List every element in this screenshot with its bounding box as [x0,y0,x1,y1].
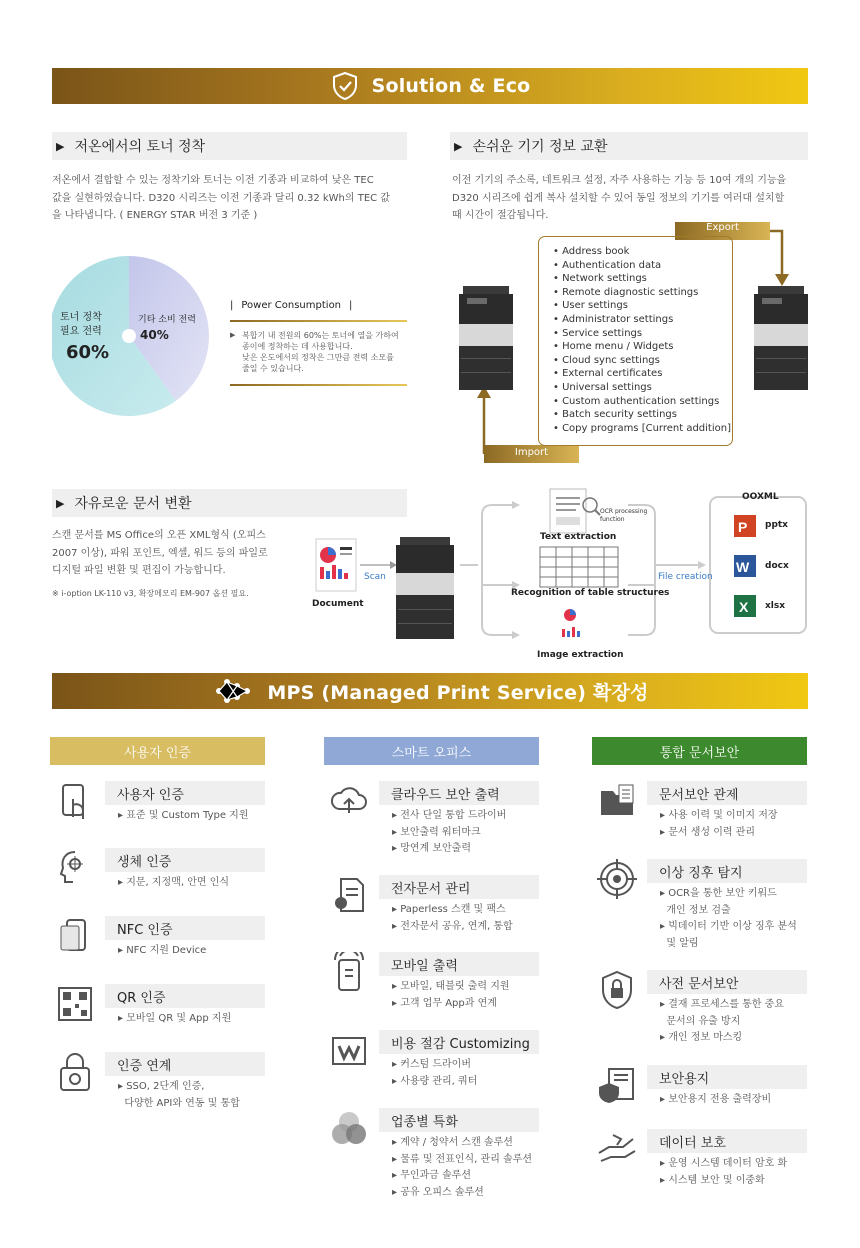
pie-big-label-line: 토너 정착 [60,312,102,323]
doc-gear-icon [329,875,369,915]
target-icon [597,859,637,899]
power-text-line: 복합기 내 전원의 60%는 토너에 열을 가하여 [242,331,399,340]
feature-sub-line: ▸ 운영 시스템 데이터 암호 화 [660,1158,788,1169]
toner-heading [52,132,407,160]
gold-divider [230,384,407,386]
device-info-heading [450,132,808,160]
scan-label: Scan [364,572,386,582]
feature-sub-line: ▸ 표준 및 Custom Type 지원 [118,810,249,821]
conversion-heading-text: 자유로운 문서 변환 [74,496,192,512]
settings-list [538,236,733,446]
conversion-note: ※ i-option LK-110 v3, 확장메모리 EM-907 옵션 필요. [52,589,249,598]
touch-icon [55,781,95,821]
feature-title: 인증 연계 [105,1052,265,1076]
toner-body-line: 값을 실현하였습니다. D320 시리즈는 이전 기종과 달리 0.32 kWh의 TEC 값 [52,192,390,204]
docx-label: docx [765,561,789,571]
feature-sub-line: ▸ 문서 생성 이력 관리 [660,826,756,838]
power-title: | Power Consumption | [230,300,353,311]
feature-subs [118,808,265,825]
settings-item: • Custom authentication settings [553,395,720,407]
feature-sub-line: ▸ 사용량 관리, 쿼터 [392,1075,478,1087]
cloud-icon [329,781,369,821]
feature-sub-line: ▸ 전사 단일 통합 드라이버 [392,810,507,821]
feature-subs [392,1135,539,1201]
ocr-label-line: OCR processing [600,508,648,515]
conversion-body-line: 2007 이상), 파워 포인트, 엑셀, 워드 등의 파일로 [52,547,268,559]
feature-subs [118,1079,265,1112]
power-text [230,330,399,374]
feature-subs [392,979,539,1012]
settings-item: • User settings [553,300,628,312]
settings-item: • Copy programs [Current addition] [553,422,731,434]
pptx-icon [734,515,756,537]
shield-check-icon [330,71,360,101]
pie-small-label: 기타 소비 전력 [138,315,196,325]
toner-heading-text: 저온에서의 토너 정착 [74,139,206,155]
image-extraction-label: Image extraction [537,650,624,660]
power-text-line: 줄일 수 있습니다. [242,364,304,373]
device-info-body-line: 때 시간이 절감됩니다. [452,210,549,221]
gold-divider [230,320,407,322]
feature-subs [660,1156,807,1189]
conversion-body-line: 스캔 문서를 MS Office의 오픈 XML형식 (오피스 [52,530,266,541]
hands-icon [597,1129,637,1169]
power-text-line: 낮은 온도에서의 정착은 그만큼 전력 소모를 [242,353,394,362]
feature-title: 클라우드 보안 출력 [379,781,539,805]
power-title-text: Power Consumption [241,300,342,311]
triangle-icon: ▶ [454,139,463,153]
feature-sub-line: ▸ 지문, 지정맥, 안면 인식 [118,877,230,888]
pptx-label: pptx [765,520,788,530]
feature-sub-line: ▸ 전자문서 공유, 연계, 통합 [392,920,513,932]
device-info-body-line: D320 시리즈에 쉽게 복사 설치할 수 있어 동일 정보의 기기를 여러대 설치할 [452,192,785,204]
category-header-3: 통합 문서보안 [592,737,807,765]
feature-sub-line: ▸ 모바일, 태블릿 출력 지원 [392,981,510,992]
feature-subs [118,943,265,960]
conversion-body [52,527,312,580]
file-creation-label: File creation [658,572,713,582]
feature-title: 이상 징후 탐지 [647,859,807,883]
lock-gear-icon [55,1052,95,1092]
settings-item: • Network settings [553,273,647,285]
xlsx-label: xlsx [765,601,786,611]
feature-sub-line: ▸ 고객 업무 App과 연계 [392,997,497,1009]
feature-sub-line: ▸ 사용 이력 및 이미지 저장 [660,810,778,821]
feature-title: 보안용지 [647,1065,807,1089]
printer-target-icon [752,284,810,396]
text-extraction-label: Text extraction [540,532,617,542]
solution-banner-title: Solution & Eco [371,75,531,97]
feature-title: NFC 인증 [105,916,265,940]
feature-sub-line: 및 알림 [660,937,699,949]
ooxml-label: OOXML [742,492,779,502]
power-text-line: 종이에 정착하는 데 사용합니다. [242,342,353,351]
settings-item: • Universal settings [553,381,652,393]
feature-sub-line: ▸ 커스텀 드라이버 [392,1059,471,1070]
document-label: Document [312,599,364,609]
feature-sub-line: ▸ 결재 프로세스를 통한 중요 [660,999,784,1010]
ocr-label-line: function [600,516,625,523]
feature-subs [392,808,539,858]
settings-item: • Cloud sync settings [553,354,660,366]
toner-body [52,172,412,225]
feature-subs [660,886,807,952]
feature-sub-line: ▸ NFC 지원 Device [118,945,207,956]
settings-item: • Batch security settings [553,409,677,421]
settings-item: • Authentication data [553,259,662,271]
feature-sub-line: ▸ 망연계 보안출력 [392,843,471,854]
feature-subs [392,902,539,935]
svg-text:P: P [738,519,748,535]
text-extraction-icon [550,489,600,533]
feature-sub-line: ▸ 보안출력 워터마크 [392,826,481,838]
table-recognition-label: Recognition of table structures [511,588,670,598]
svg-text:X: X [739,599,749,615]
settings-item: • External certificates [553,368,663,380]
device-info-body-line: 이전 기기의 주소록, 네트워크 설정, 자주 사용하는 기능 등 10여 개의 기능을 [452,175,787,186]
feature-subs [118,875,265,892]
feature-sub-line: 다양한 API와 연동 및 통합 [118,1097,240,1109]
feature-title: 전자문서 관리 [379,875,539,899]
feature-sub-line: 문서의 유출 방지 [660,1015,741,1027]
import-label: Import [514,447,549,458]
svg-text:W: W [736,559,750,575]
feature-subs [392,1057,539,1090]
toner-body-line: 저온에서 결합할 수 있는 정착기와 토너는 이전 기종과 비교하여 낮은 TEC [52,175,374,186]
triangle-icon: ▶ [56,139,65,153]
mps-banner [52,673,808,709]
image-extraction-icon [562,609,580,637]
feature-subs [118,1011,265,1028]
feature-sub-line: ▸ SSO, 2단계 인증, [118,1081,205,1092]
venn-icon [329,1108,369,1148]
conversion-body-line: 디지털 파일 변환 및 편집이 가능합니다. [52,565,226,576]
cost-icon [329,1030,369,1070]
pie-big-value: 60% [66,342,110,363]
face-icon [55,848,95,888]
feature-title: QR 인증 [105,984,265,1008]
triangle-icon: ▶ [56,496,65,510]
nfc-icon [55,916,95,956]
export-label: Export [706,222,739,233]
feature-sub-line: ▸ 공유 오피스 솔루션 [392,1186,484,1198]
triangle-icon: ▶ [230,331,236,339]
category-header-1: 사용자 인증 [50,737,265,765]
pie-big-label-line: 필요 전력 [60,326,102,337]
folder-icon [597,781,637,821]
category-header-2: 스마트 오피스 [324,737,539,765]
feature-title: 사전 문서보안 [647,970,807,994]
feature-subs [660,808,807,841]
feature-sub-line: ▸ 무인과금 솔루션 [392,1170,471,1181]
docx-icon [734,555,756,577]
device-info-body [452,172,812,225]
shield-doc-icon [597,1065,637,1105]
feature-sub-line: ▸ 계약 / 청약서 스캔 솔루션 [392,1137,513,1148]
feature-sub-line: ▸ 물류 및 전표인식, 관리 솔루션 [392,1153,533,1165]
settings-item: • Home menu / Widgets [553,341,674,353]
feature-title: 데이터 보호 [647,1129,807,1153]
settings-item: • Service settings [553,327,643,339]
document-icon [316,539,356,591]
feature-sub-line: ▸ Paperless 스캔 및 팩스 [392,904,506,915]
printer-source-icon [457,284,515,396]
feature-sub-line: ▸ 시스템 보안 및 이중화 [660,1174,765,1186]
pie-small-value: 40% [140,328,169,342]
feature-sub-line: ▸ 개인 정보 마스킹 [660,1032,743,1043]
solution-banner [52,68,808,104]
feature-sub-line: ▸ OCR을 통한 보안 키워드 [660,888,777,899]
feature-title: 업종별 특화 [379,1108,539,1132]
device-info-heading-text: 손쉬운 기기 정보 교환 [472,139,608,155]
feature-subs [660,1092,807,1109]
pie-big-label [60,311,102,339]
feature-title: 비용 절감 Customizing [379,1030,539,1054]
power-pie-chart [52,254,222,424]
settings-item: • Administrator settings [553,313,674,325]
feature-subs [660,997,807,1047]
ocr-label [600,508,647,524]
feature-sub-line: ▸ 보안용지 전용 출력장비 [660,1094,772,1105]
feature-sub-line: ▸ 빅데이터 기반 이상 징후 분석 [660,921,797,932]
network-icon [211,676,255,706]
settings-item: • Address book [553,246,630,257]
feature-sub-line: ▸ 모바일 QR 및 App 지원 [118,1013,232,1024]
table-structure-icon [540,547,618,587]
mps-banner-title: MPS (Managed Print Service) 확장성 [267,681,649,704]
mobile-icon [329,952,369,992]
settings-item: • Remote diagnostic settings [553,286,699,298]
feature-title: 사용자 인증 [105,781,265,805]
qr-icon [55,984,95,1024]
feature-title: 생체 인증 [105,848,265,872]
printer-icon [396,537,454,639]
feature-sub-line: 개인 정보 검출 [660,904,731,916]
feature-title: 문서보안 관제 [647,781,807,805]
xlsx-icon [734,595,756,617]
padlock-icon [597,970,637,1010]
feature-title: 모바일 출력 [379,952,539,976]
toner-body-line: 을 나타냅니다. ( ENERGY STAR 버전 3 기준 ) [52,210,258,221]
